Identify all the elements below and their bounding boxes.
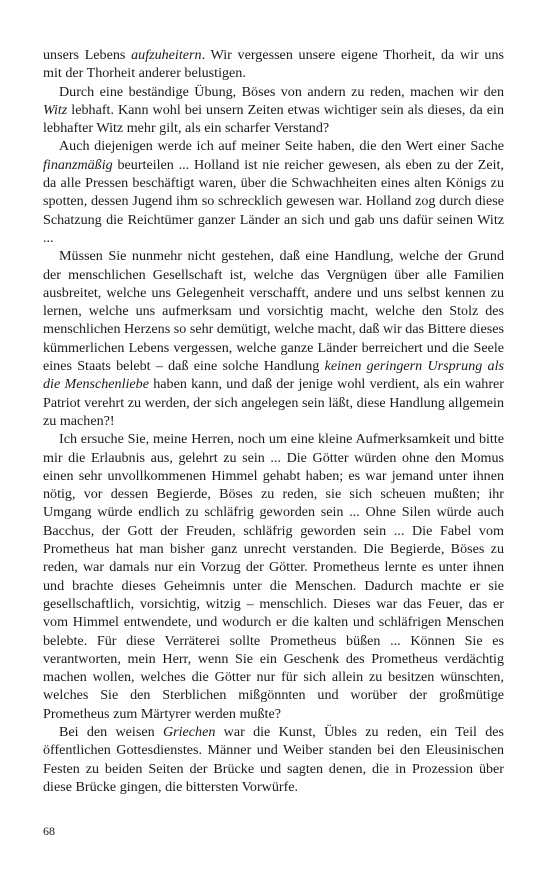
italic-text: keinen geringern Ursprung als die Menschenliebe bbox=[43, 358, 504, 393]
text-run: Ich ersuche Sie, meine Herren, noch um eine kleine Aufmerksamkeit und bitte mir die Erlaubnis aus, gelehrt zu sein ... Die Götter würden ohne den Momus einen sehr unvollkommenen Himmel gehabt haben; es war jemand unter ihnen nötig, vor dessen Begierde, Böses zu reden, sie sich scheuen mußten; ihr Umgang würde endlich zu schläfrig geworden sein ... Ohne Silen würde auch Bacchus, der Gott der Freuden, schläfrig geworden sein ... Die Fabel vom Prometheus hat man bisher ganz unrecht verstanden. Die Begierde, Böses zu reden, war damals nur ein Vorzug der Götter. Prometheus lernte es unter ihnen und brachte dieses Geheimnis unter die Menschen. Dadurch machte er sie gesellschaftlich, vorsichtig, witzig – menschlich. Dieses war das Feuer, das er vom Himmel entwendete, und wodurch er die kalten und schläfrigen Menschen belebte. Für diese Verräterei sollte Prometheus büßen ... Können Sie es verantworten, mein Herr, wenn Sie ein Geschenk des Prometheus verdächtig machen wollen, welches die Götter nur für sich allein zu besitzen wünschten, welches Sie den Sterblichen mißgönnten und worüber der großmütige Prometheus zum Märtyrer werden mußte? bbox=[43, 431, 504, 722]
page-body bbox=[43, 46, 504, 796]
italic-text: Griechen bbox=[162, 723, 216, 740]
text-run: beurteilen ... Holland ist nie reicher gewesen, als eben zu der Zeit, da alle Pressen beschäftigt waren, über die Schwachheiten eines alten Königs zu spotten, dessen Jugend ihm so schrecklich gewesen war. Holland zog durch diese Schatzung die Reichtümer ganzer Länder an sich und gab uns dafür seinen Witz ... bbox=[43, 156, 504, 246]
text-run: haben kann, und daß der jenige wohl verdient, als ein wahrer Patriot verehrt zu werden, der sich angelegen sein läßt, diese Handlung allgemein zu machen?! bbox=[43, 376, 504, 429]
text-run: Auch diejenigen werde ich auf meiner Seite haben, die den Wert einer Sache bbox=[59, 138, 504, 155]
text-run: . Wir vergessen unsere eigene Thorheit, da wir uns mit der Thorheit anderer belustigen. bbox=[43, 47, 504, 82]
italic-text: finanzmäßig bbox=[43, 156, 113, 173]
paragraph bbox=[43, 247, 504, 430]
text-run: lebhaft. Kann wohl bei unsern Zeiten etwas wichtiger sein als dieses, da ein lebhafter Witz mehr gilt, als ein scharfer Verstand? bbox=[43, 101, 504, 137]
paragraph bbox=[43, 430, 504, 723]
paragraph bbox=[43, 723, 504, 796]
text-run: Bei den weisen bbox=[59, 723, 163, 740]
paragraph bbox=[43, 137, 504, 247]
paragraph bbox=[43, 83, 504, 138]
italic-text: Witz bbox=[43, 101, 68, 118]
text-run: Müssen Sie nunmehr nicht gestehen, daß eine Handlung, welche der Grund der menschlichen Gesellschaft ist, welche das Vergnügen über alle Familien ausbreitet, welche uns Gelegenheit verschafft, andere und uns selbst kennen zu lernen, welche uns aufmerksam und vorsichtig macht, welche den Stolz des menschlichen Herzens so sehr demütigt, welche macht, daß wir das Bittere dieses kümmerlichen Lebens vergessen, welche ganze Länder berreichert und die Seele eines Staats belebt – daß eine solche Handlung bbox=[43, 248, 504, 375]
text-run: Durch eine beständige Übung, Böses von andern zu reden, machen wir den bbox=[59, 83, 504, 100]
page-number: 68 bbox=[43, 824, 55, 838]
text-run: war die Kunst, Übles zu reden, ein Teil des öffentlichen Gottesdienstes. Männer und Weiber standen bei den Eleusinischen Festen zu beiden Seiten der Brücke und sagten denen, die in Prozession über diese Brücke gingen, die bittersten Vorwürfe. bbox=[43, 723, 504, 795]
italic-text: aufzuheitern bbox=[131, 47, 202, 63]
text-run: unsers Lebens bbox=[43, 47, 132, 63]
paragraph bbox=[43, 46, 504, 83]
